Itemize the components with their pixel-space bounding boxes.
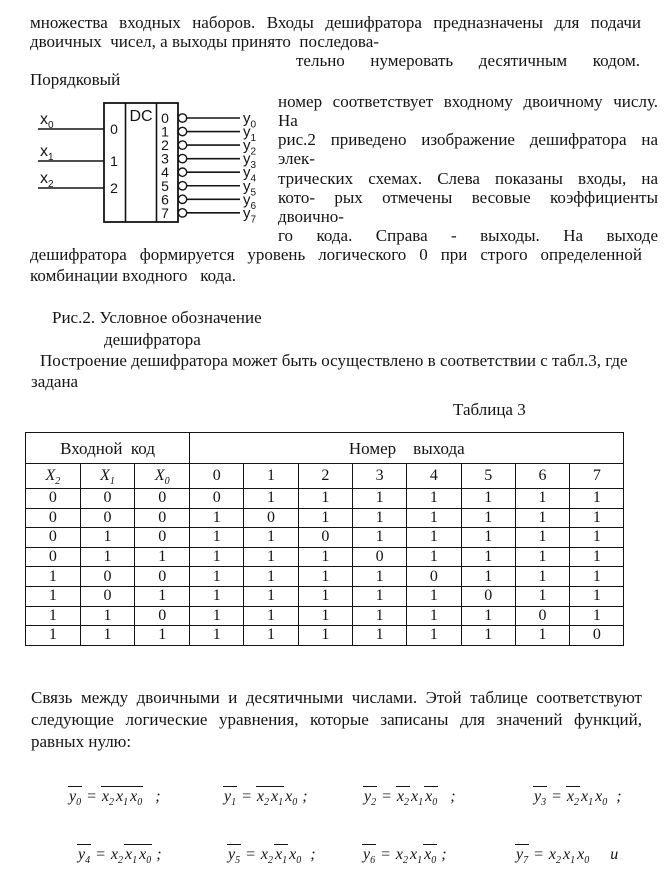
- table-cell-output: 1: [570, 528, 624, 548]
- col-header-out-4: 4: [407, 464, 461, 489]
- table-cell-output: 1: [515, 528, 569, 548]
- table-group-header-row: [26, 433, 624, 464]
- equation-term-x0: $x_0$: [425, 788, 438, 809]
- equation-term-x1: $x_1$: [411, 788, 424, 809]
- table-cell-output: 1: [352, 508, 406, 528]
- equation-term-x0: $x_0$: [577, 846, 590, 867]
- table-cell-output: 1: [407, 489, 461, 509]
- equation-lhs: $y_2$: [364, 788, 377, 809]
- equation-term-x0: $x_0$: [289, 846, 302, 867]
- output-label-y0: $y_0$: [243, 110, 257, 131]
- table-cell-output: 1: [244, 547, 298, 567]
- table-cell-input: 0: [80, 489, 135, 509]
- table-row: [26, 567, 624, 587]
- para2-line-5: трических схемах. Слева показаны входы, на: [278, 169, 658, 188]
- output-pin-5: 5: [161, 177, 169, 194]
- col-header-x2: $X_2$: [26, 464, 81, 489]
- equation-term-x1: $x_1$: [410, 846, 423, 867]
- table-cell-output: 1: [570, 606, 624, 626]
- table-cell-output: 0: [352, 547, 406, 567]
- equation-tail: ;: [437, 846, 447, 863]
- output-pin-6: 6: [161, 191, 169, 208]
- table-row: [26, 586, 624, 606]
- table-cell-output: 1: [298, 586, 352, 606]
- table-cell-input: 0: [80, 508, 135, 528]
- para3-line-2: комбинации входного кода.: [30, 266, 237, 285]
- output-pin-0: 0: [161, 110, 169, 126]
- table-cell-output: 1: [570, 508, 624, 528]
- table-cell-input: 1: [135, 586, 190, 606]
- table-cell-input: 0: [135, 528, 190, 548]
- col-header-out-5: 5: [461, 464, 515, 489]
- table-cell-output: 1: [407, 547, 461, 567]
- equation-tail: ;: [438, 788, 456, 805]
- output-label-y2: $y_2$: [243, 137, 257, 158]
- output-label-y5: $y_5$: [243, 177, 257, 199]
- table-cell-output: 1: [352, 626, 406, 646]
- table-cell-output: 1: [461, 547, 515, 567]
- inversion-circle-0: [178, 114, 186, 122]
- inversion-circle-2: [178, 141, 186, 149]
- table-cell-output: 1: [407, 626, 461, 646]
- equation-term-x2: $x_2$: [396, 788, 410, 809]
- table-cell-output: 1: [352, 489, 406, 509]
- equation-term-x2: $x_2$: [548, 846, 562, 867]
- table-cell-output: 1: [461, 508, 515, 528]
- para2-line-2: На: [278, 111, 298, 130]
- table-cell-output: 1: [298, 567, 352, 587]
- output-label-y3: $y_3$: [243, 150, 257, 172]
- table-cell-output: 1: [244, 528, 298, 548]
- table-cell-output: 1: [190, 606, 244, 626]
- col-header-out-6: 6: [515, 464, 569, 489]
- table-cell-output: 1: [190, 508, 244, 528]
- equation-term-x0: $x_0$: [130, 788, 143, 809]
- table-cell-input: 0: [26, 489, 81, 509]
- input-pin-2: 2: [110, 180, 118, 196]
- equation-term-x1: $x_1$: [116, 788, 129, 809]
- table-cell-input: 1: [135, 547, 190, 567]
- input-label-x1: $x_1$: [40, 143, 54, 163]
- equation-lhs: $y_5$: [228, 846, 241, 867]
- table-cell-input: 0: [135, 567, 190, 587]
- equation-term-x0: $x_0$: [595, 788, 608, 809]
- table-label: Таблица 3: [453, 400, 526, 419]
- table-cell-output: 1: [461, 626, 515, 646]
- output-pin-4: 4: [161, 164, 169, 181]
- equation-lhs: $y_0$: [69, 788, 82, 809]
- equation-y6: $y_6 = x_2$ $x_1$ $x_0$ ;: [363, 846, 447, 867]
- equation-term-x2: $x_2$: [110, 846, 124, 867]
- table-cell-input: 0: [80, 586, 135, 606]
- table-cell-output: 1: [515, 508, 569, 528]
- para4-line-1: Построение дешифратора может быть осуществлено в соответствии с табл.3, где: [40, 351, 628, 370]
- output-label-y4: $y_4$: [243, 164, 257, 185]
- table-cell-output: 1: [298, 626, 352, 646]
- table-cell-input: 0: [26, 508, 81, 528]
- equation-lhs: $y_4$: [78, 846, 91, 867]
- table-cell-output: 0: [515, 606, 569, 626]
- table-cell-output: 1: [515, 586, 569, 606]
- output-label-y7: $y_7$: [243, 204, 257, 226]
- equation-y1: $y_1 = x_2$ $x_1$ $x_0$ ;: [224, 788, 308, 809]
- table-cell-input: 1: [80, 528, 135, 548]
- output-label-y1: $y_1$: [243, 123, 257, 145]
- equation-tail: ;: [302, 846, 316, 863]
- equation-term-x2: $x_2$: [101, 788, 115, 809]
- equation-lhs: $y_3$: [534, 788, 547, 809]
- table-cell-output: 1: [515, 567, 569, 587]
- col-header-x0: $X_0$: [135, 464, 190, 489]
- para1-line-4: Порядковый: [30, 70, 121, 89]
- col-header-out-7: 7: [570, 464, 624, 489]
- table-cell-input: 0: [135, 508, 190, 528]
- table-cell-output: 1: [244, 626, 298, 646]
- decoder-figure: [25, 95, 275, 245]
- table-cell-output: 1: [461, 567, 515, 587]
- inversion-circle-3: [178, 154, 186, 162]
- input-pin-0: 0: [110, 121, 118, 137]
- para2-line-8: го кода. Справа - выходы. На выходе: [278, 226, 658, 245]
- table-cell-output: 1: [352, 606, 406, 626]
- inversion-circle-1: [178, 127, 186, 135]
- table-cell-output: 1: [407, 528, 461, 548]
- equation-term-x1: $x_1$: [125, 846, 138, 867]
- table-cell-output: 1: [461, 606, 515, 626]
- table-cell-output: 1: [298, 508, 352, 528]
- table-cell-output: 1: [298, 489, 352, 509]
- table-cell-output: 0: [461, 586, 515, 606]
- table-row: [26, 489, 624, 509]
- table-cell-output: 1: [244, 489, 298, 509]
- inversion-circle-6: [178, 195, 186, 203]
- table-row: [26, 606, 624, 626]
- table-cell-input: 1: [80, 626, 135, 646]
- table-cell-output: 1: [352, 528, 406, 548]
- equation-y5: $y_5 = x_2$ $x_1$ $x_0$ ;: [228, 846, 316, 867]
- input-label-x2: $x_2$: [40, 170, 54, 190]
- table-cell-input: 0: [135, 606, 190, 626]
- para4-line-2: задана: [31, 372, 79, 391]
- table-row: [26, 547, 624, 567]
- figure-caption-line-1: Рис.2. Условное обозначение: [52, 308, 262, 327]
- output-label-y6: $y_6$: [243, 191, 257, 212]
- table-cell-output: 1: [570, 567, 624, 587]
- equation-y2: $y_2 = x_2$ $x_1$ $x_0$ ;: [364, 788, 456, 809]
- equation-tail: ;: [143, 788, 161, 805]
- table-cell-output: 1: [570, 489, 624, 509]
- equation-lhs: $y_1$: [224, 788, 237, 809]
- inversion-circle-5: [178, 182, 186, 190]
- para2-line-7: двоично-: [278, 207, 344, 226]
- table-cell-output: 1: [244, 567, 298, 587]
- equation-term-x1: $x_1$: [581, 788, 594, 809]
- table-cell-output: 1: [407, 508, 461, 528]
- equation-term-x0: $x_0$: [285, 788, 298, 809]
- equation-term-x2: $x_2$: [260, 846, 274, 867]
- table-cell-output: 1: [461, 528, 515, 548]
- equation-term-x1: $x_1$: [271, 788, 284, 809]
- table-cell-output: 1: [190, 626, 244, 646]
- table-cell-input: 0: [26, 547, 81, 567]
- table-subheader-row: [26, 464, 624, 489]
- figure-caption-line-2: дешифратора: [104, 330, 201, 349]
- table-cell-output: 1: [515, 626, 569, 646]
- group-header-output-number: Номер выхода: [190, 433, 624, 464]
- output-pin-2: 2: [161, 137, 169, 154]
- table-cell-input: 1: [26, 567, 81, 587]
- table-cell-output: 1: [190, 567, 244, 587]
- para2-line-3: рис.2 приведено изображение дешифратора на: [278, 130, 658, 149]
- truth-table: [25, 432, 624, 646]
- table-cell-output: 1: [407, 586, 461, 606]
- para2-line-4: элек-: [278, 149, 315, 168]
- equation-y0: $y_0 = x_2$ $x_1$ $x_0$ ;: [69, 788, 161, 809]
- table-cell-input: 1: [135, 626, 190, 646]
- table-cell-output: 0: [570, 626, 624, 646]
- table-row: [26, 626, 624, 646]
- table-cell-output: 1: [352, 567, 406, 587]
- equation-term-x1: $x_1$: [563, 846, 576, 867]
- equation-lhs: $y_6$: [363, 846, 376, 867]
- equation-term-x2: $x_2$: [256, 788, 270, 809]
- equation-term-x2: $x_2$: [395, 846, 409, 867]
- input-pin-1: 1: [110, 153, 118, 169]
- equation-term-x0: $x_0$: [139, 846, 152, 867]
- para1-line-2: двоичных чисел, а выходы принято последова-: [30, 32, 379, 51]
- table-cell-output: 0: [190, 489, 244, 509]
- table-cell-output: 1: [407, 606, 461, 626]
- table-cell-output: 1: [570, 547, 624, 567]
- para1-line-3: тельно нумеровать десятичным кодом.: [296, 51, 640, 70]
- table-cell-output: 1: [515, 489, 569, 509]
- inversion-circle-4: [178, 168, 186, 176]
- para2-line-1: номер соответствует входному двоичному числу.: [278, 92, 658, 111]
- output-pin-1: 1: [161, 123, 169, 140]
- table-cell-output: 0: [407, 567, 461, 587]
- para3-line-1: дешифратора формируется уровень логического 0 при строго определенной: [30, 245, 642, 264]
- equation-y4: $y_4 = x_2$ $x_1$ $x_0$ ;: [78, 846, 162, 867]
- table-cell-output: 1: [190, 528, 244, 548]
- table-cell-output: 1: [352, 586, 406, 606]
- table-cell-output: 1: [190, 586, 244, 606]
- equation-tail: и: [590, 846, 619, 863]
- equation-y3: $y_3 = x_2$ $x_1$ $x_0$ ;: [534, 788, 622, 809]
- table-cell-output: 0: [298, 528, 352, 548]
- group-header-input-code: Входной код: [26, 433, 190, 464]
- decoder-dc-label: DC: [129, 108, 153, 125]
- table-cell-input: 1: [26, 586, 81, 606]
- table-cell-input: 0: [80, 567, 135, 587]
- col-header-out-0: 0: [190, 464, 244, 489]
- table-cell-output: 1: [461, 489, 515, 509]
- table-row: [26, 528, 624, 548]
- col-header-out-3: 3: [352, 464, 406, 489]
- equation-tail: ;: [152, 846, 162, 863]
- output-pin-7: 7: [161, 204, 169, 221]
- table-cell-output: 1: [244, 606, 298, 626]
- table-row: [26, 508, 624, 528]
- para2-line-6: кото- рых отмечены весовые коэффициенты: [278, 188, 658, 207]
- table-cell-input: 0: [26, 528, 81, 548]
- table-cell-input: 1: [26, 626, 81, 646]
- equation-term-x1: $x_1$: [275, 846, 288, 867]
- table-cell-input: 0: [135, 489, 190, 509]
- para5-line-3: равных нулю:: [31, 732, 132, 751]
- table-cell-input: 1: [26, 606, 81, 626]
- equation-lhs: $y_7$: [516, 846, 529, 867]
- input-label-x0: $x_0$: [40, 111, 54, 131]
- table-cell-output: 1: [298, 547, 352, 567]
- col-header-out-2: 2: [298, 464, 352, 489]
- inversion-circle-7: [178, 209, 186, 217]
- table-cell-input: 1: [80, 606, 135, 626]
- col-header-out-1: 1: [244, 464, 298, 489]
- equation-tail: ;: [298, 788, 308, 805]
- table-cell-output: 1: [244, 586, 298, 606]
- table-cell-output: 1: [570, 586, 624, 606]
- table-cell-output: 1: [298, 606, 352, 626]
- col-header-x1: $X_1$: [80, 464, 135, 489]
- table-cell-output: 1: [190, 547, 244, 567]
- equation-term-x2: $x_2$: [566, 788, 580, 809]
- equation-term-x0: $x_0$: [424, 846, 437, 867]
- table-cell-input: 1: [80, 547, 135, 567]
- equation-tail: ;: [608, 788, 622, 805]
- para1-line-1: множества входных наборов. Входы дешифратора предназначены для подачи: [30, 13, 641, 32]
- para5-line-1: Связь между двоичными и десятичными числами. Этой таблице соответствуют: [31, 688, 642, 707]
- para5-line-2: следующие логические уравнения, которые записаны для значений функций,: [31, 710, 642, 729]
- equation-y7: $y_7 = x_2$ $x_1$ $x_0$ и: [516, 846, 619, 867]
- table-cell-output: 0: [244, 508, 298, 528]
- output-pin-3: 3: [161, 150, 169, 167]
- table-cell-output: 1: [515, 547, 569, 567]
